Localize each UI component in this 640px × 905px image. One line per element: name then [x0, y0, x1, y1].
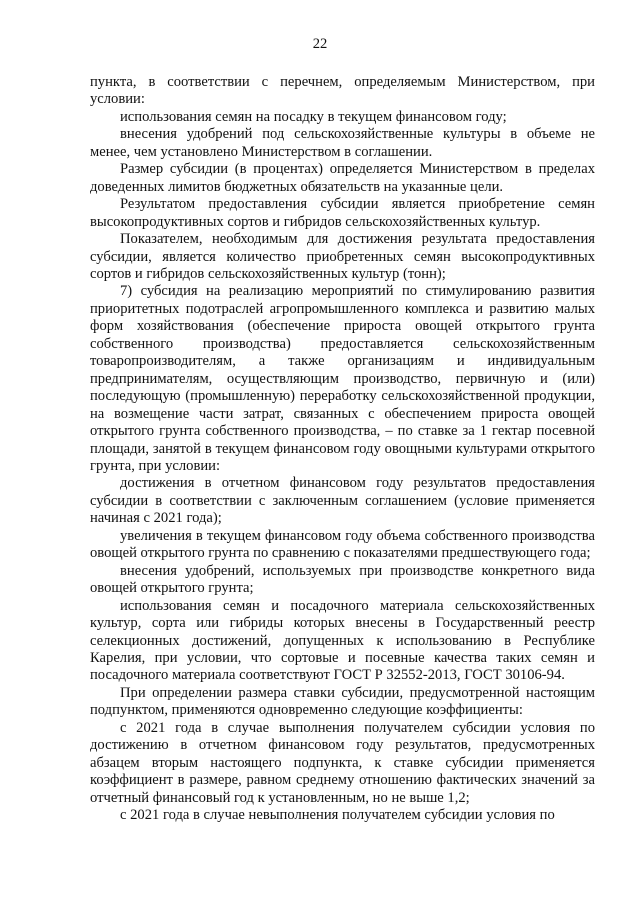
paragraph: внесения удобрений, используемых при производстве конкретного вида овощей открытого грунта;: [90, 562, 595, 597]
paragraph: 7) субсидия на реализацию мероприятий по стимулированию развития приоритетных подотраслей агропромышленного комплекса и развитию малых форм хозяйствования (обеспечение прироста овощей открытого грунта собственного производства) предоставляется сельскохозяйственным товаропроизводителям, а также организациям и индивидуальным предпринимателям, осуществляющим производство, первичную и (или) последующую (промышленную) переработку сельскохозяйственной продукции, на возмещение части затрат, связанных с обеспечением прироста овощей открытого грунта собственного производства, – по ставке за 1 гектар посевной площади, занятой в текущем финансовом году овощными культурами открытого грунта, при условии:: [90, 283, 595, 474]
paragraph: использования семян и посадочного материала сельскохозяйственных культур, сорта или гибриды которых внесены в Государственный реестр селекционных достижений, допущенных к использованию в Республике Карелия, при условии, что сортовые и посевные качества таких семян и посадочного материала соответствуют ГОСТ Р 32552-2013, ГОСТ 30106-94.: [90, 597, 595, 684]
paragraph: достижения в отчетном финансовом году результатов предоставления субсидии в соответствии с заключенным соглашением (условие применяется начиная с 2021 года);: [90, 475, 595, 527]
paragraph: внесения удобрений под сельскохозяйственные культуры в объеме не менее, чем установлено Министерством в соглашении.: [90, 126, 595, 160]
paragraph: Показателем, необходимым для достижения результата предоставления субсидии, является количество приобретенных семян высокопродуктивных сортов и гибридов сельскохозяйственных культур (тонн);: [90, 231, 595, 282]
paragraph: пункта, в соответствии с перечнем, определяемым Министерством, при условии:: [90, 74, 595, 108]
paragraph: с 2021 года в случае невыполнения получателем субсидии условия по: [120, 807, 555, 824]
paragraph: При определении размера ставки субсидии, предусмотренной настоящим подпунктом, применяются одновременно следующие коэффициенты:: [90, 684, 595, 719]
document-body: [90, 74, 595, 824]
paragraph: с 2021 года в случае выполнения получателем субсидии условия по достижению в отчетном финансовом году результатов, предусмотренных абзацем вторым настоящего подпункта, к ставке субсидии применяется коэффициент в размере, равном среднему отношению фактических значений за отчетный финансовый год к установленным, но не выше 1,2;: [90, 719, 595, 806]
paragraph: Результатом предоставления субсидии является приобретение семян высокопродуктивных сортов и гибридов сельскохозяйственных культур.: [90, 196, 595, 230]
paragraph: использования семян на посадку в текущем финансовом году;: [120, 108, 507, 125]
paragraph: увеличения в текущем финансовом году объема собственного производства овощей открытого грунта по сравнению с показателями предшествующего года;: [90, 527, 595, 562]
paragraph: Размер субсидии (в процентах) определяется Министерством в пределах доведенных лимитов бюджетных обязательств на указанные цели.: [90, 161, 595, 195]
page-number: 22: [312, 36, 328, 52]
